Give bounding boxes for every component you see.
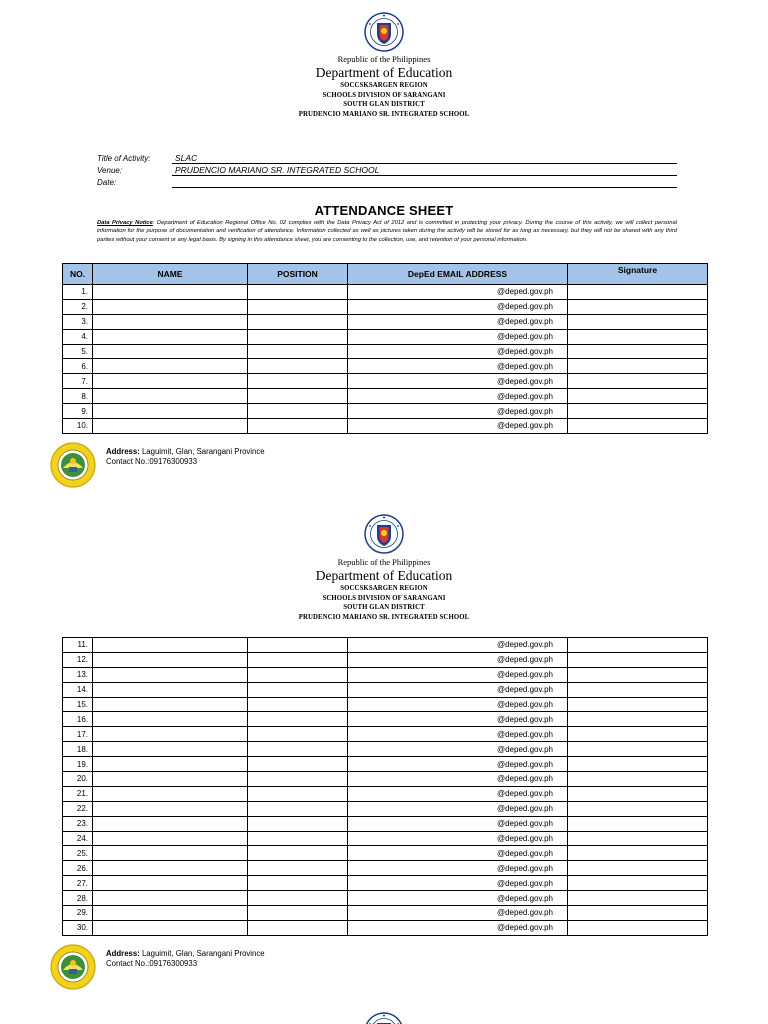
name-cell[interactable] xyxy=(93,757,248,772)
name-cell[interactable] xyxy=(93,876,248,891)
name-cell[interactable] xyxy=(93,404,248,419)
activity-info xyxy=(97,153,677,189)
table-row xyxy=(63,831,708,846)
attendance-table-page-2 xyxy=(62,637,708,936)
email-cell[interactable]: @deped.gov.ph xyxy=(348,359,568,374)
signature-cell[interactable] xyxy=(568,285,708,300)
position-cell[interactable] xyxy=(248,920,348,935)
signature-cell[interactable] xyxy=(568,389,708,404)
name-cell[interactable] xyxy=(93,891,248,906)
table-row xyxy=(63,920,708,935)
email-cell[interactable]: @deped.gov.ph xyxy=(348,757,568,772)
signature-cell[interactable] xyxy=(568,786,708,801)
row-number: 10. xyxy=(63,419,93,434)
table-row xyxy=(63,359,708,374)
table-row xyxy=(63,682,708,697)
signature-cell[interactable] xyxy=(568,846,708,861)
row-number: 16. xyxy=(63,712,93,727)
footer-contact xyxy=(106,447,265,466)
col-header-no: NO. xyxy=(63,264,93,285)
email-cell[interactable]: @deped.gov.ph xyxy=(348,920,568,935)
position-cell[interactable] xyxy=(248,906,348,921)
name-cell[interactable] xyxy=(93,801,248,816)
name-cell[interactable] xyxy=(93,906,248,921)
signature-cell[interactable] xyxy=(568,772,708,787)
letterhead xyxy=(0,557,768,622)
table-row xyxy=(63,727,708,742)
table-row xyxy=(63,906,708,921)
position-cell[interactable] xyxy=(248,757,348,772)
col-header-name: NAME xyxy=(93,264,248,285)
position-cell[interactable] xyxy=(248,389,348,404)
signature-cell[interactable] xyxy=(568,404,708,419)
signature-cell[interactable] xyxy=(568,652,708,667)
name-cell[interactable] xyxy=(93,638,248,653)
table-row xyxy=(63,374,708,389)
name-cell[interactable] xyxy=(93,727,248,742)
signature-cell[interactable] xyxy=(568,742,708,757)
email-cell[interactable]: @deped.gov.ph xyxy=(348,404,568,419)
name-cell[interactable] xyxy=(93,419,248,434)
name-cell[interactable] xyxy=(93,652,248,667)
privacy-notice xyxy=(97,219,677,244)
district-name: SOUTH GLAN DISTRICT xyxy=(343,101,425,108)
date-row xyxy=(97,177,677,189)
signature-cell[interactable] xyxy=(568,816,708,831)
email-cell[interactable]: @deped.gov.ph xyxy=(348,816,568,831)
signature-cell[interactable] xyxy=(568,667,708,682)
email-cell[interactable]: @deped.gov.ph xyxy=(348,652,568,667)
table-row xyxy=(63,667,708,682)
name-cell[interactable] xyxy=(93,861,248,876)
position-cell[interactable] xyxy=(248,419,348,434)
name-cell[interactable] xyxy=(93,846,248,861)
address-label: Address: xyxy=(106,949,140,958)
table-row xyxy=(63,861,708,876)
table-row xyxy=(63,801,708,816)
table-row xyxy=(63,742,708,757)
table-row xyxy=(63,344,708,359)
division-name: SCHOOLS DIVISION OF SARANGANI xyxy=(322,91,446,99)
name-cell[interactable] xyxy=(93,682,248,697)
position-cell[interactable] xyxy=(248,344,348,359)
position-cell[interactable] xyxy=(248,801,348,816)
row-number: 23. xyxy=(63,816,93,831)
signature-cell[interactable] xyxy=(568,329,708,344)
attendance-table-page-1 xyxy=(62,263,708,434)
table-row xyxy=(63,299,708,314)
contact-number: Contact No.:09176300933 xyxy=(106,958,198,968)
position-cell[interactable] xyxy=(248,876,348,891)
name-cell[interactable] xyxy=(93,772,248,787)
email-cell[interactable]: @deped.gov.ph xyxy=(348,876,568,891)
name-cell[interactable] xyxy=(93,299,248,314)
activity-title-row xyxy=(97,153,677,165)
position-cell[interactable] xyxy=(248,772,348,787)
email-cell[interactable]: @deped.gov.ph xyxy=(348,667,568,682)
table-header-row xyxy=(63,264,708,285)
position-cell[interactable] xyxy=(248,638,348,653)
name-cell[interactable] xyxy=(93,389,248,404)
district-name: SOUTH GLAN DISTRICT xyxy=(343,604,425,611)
name-cell[interactable] xyxy=(93,344,248,359)
signature-cell[interactable] xyxy=(568,697,708,712)
table-row xyxy=(63,389,708,404)
republic-text: Republic of the Philippines xyxy=(337,54,431,64)
table-row xyxy=(63,329,708,344)
letterhead xyxy=(0,54,768,119)
table-row xyxy=(63,712,708,727)
name-cell[interactable] xyxy=(93,920,248,935)
email-cell[interactable]: @deped.gov.ph xyxy=(348,786,568,801)
signature-cell[interactable] xyxy=(568,727,708,742)
email-cell[interactable]: @deped.gov.ph xyxy=(348,742,568,757)
row-number: 19. xyxy=(63,757,93,772)
school-logo-icon xyxy=(50,944,96,990)
row-number: 24. xyxy=(63,831,93,846)
venue-row xyxy=(97,165,677,177)
position-cell[interactable] xyxy=(248,374,348,389)
row-number: 21. xyxy=(63,786,93,801)
privacy-notice-label: Data Privacy Notice xyxy=(97,220,153,226)
name-cell[interactable] xyxy=(93,314,248,329)
row-number: 22. xyxy=(63,801,93,816)
row-number: 28. xyxy=(63,891,93,906)
row-number: 6. xyxy=(63,359,93,374)
email-cell[interactable]: @deped.gov.ph xyxy=(348,374,568,389)
table-row xyxy=(63,846,708,861)
footer-page-2 xyxy=(50,944,370,990)
position-cell[interactable] xyxy=(248,846,348,861)
address-line xyxy=(106,447,265,457)
address-line xyxy=(106,949,265,959)
email-cell[interactable]: @deped.gov.ph xyxy=(348,831,568,846)
name-cell[interactable] xyxy=(93,285,248,300)
table-row xyxy=(63,697,708,712)
email-cell[interactable]: @deped.gov.ph xyxy=(348,727,568,742)
email-cell[interactable]: @deped.gov.ph xyxy=(348,285,568,300)
table-row xyxy=(63,638,708,653)
name-cell[interactable] xyxy=(93,712,248,727)
position-cell[interactable] xyxy=(248,786,348,801)
table-row xyxy=(63,757,708,772)
signature-cell[interactable] xyxy=(568,876,708,891)
school-logo-icon xyxy=(50,442,96,488)
signature-cell[interactable] xyxy=(568,344,708,359)
signature-cell[interactable] xyxy=(568,757,708,772)
signature-cell[interactable] xyxy=(568,682,708,697)
row-number: 17. xyxy=(63,727,93,742)
table-row xyxy=(63,772,708,787)
email-cell[interactable]: @deped.gov.ph xyxy=(348,682,568,697)
table-row xyxy=(63,786,708,801)
signature-cell[interactable] xyxy=(568,314,708,329)
name-cell[interactable] xyxy=(93,831,248,846)
footer-contact xyxy=(106,949,265,968)
position-cell[interactable] xyxy=(248,727,348,742)
deped-seal-icon xyxy=(364,514,404,554)
row-number: 5. xyxy=(63,344,93,359)
position-cell[interactable] xyxy=(248,831,348,846)
email-cell[interactable]: @deped.gov.ph xyxy=(348,389,568,404)
name-cell[interactable] xyxy=(93,374,248,389)
col-header-signature: Signature xyxy=(568,264,708,285)
signature-cell[interactable] xyxy=(568,712,708,727)
position-cell[interactable] xyxy=(248,404,348,419)
signature-cell[interactable] xyxy=(568,891,708,906)
region-name: SOCCSKSARGEN REGION xyxy=(340,82,428,89)
position-cell[interactable] xyxy=(248,329,348,344)
privacy-notice-text: : Department of Education Regional Office No. 02 complies with the Data Privacy Act of 2012 and is committed in protecting your privacy. During the course of this activity, we will collect personal information for the purpose of documentation and verification of attendance. Information collected as well as pictures taken during the activity will be stored for as long as necessary, but they will not be shared with any third parties without your consent or any legal basis. By signing in this attendance sheet, you are consenting to the collection, use, and retention of your personal information. xyxy=(97,220,677,243)
school-name: PRUDENCIO MARIANO SR. INTEGRATED SCHOOL xyxy=(298,613,470,621)
row-number: 12. xyxy=(63,652,93,667)
school-name: PRUDENCIO MARIANO SR. INTEGRATED SCHOOL xyxy=(298,110,470,118)
signature-cell[interactable] xyxy=(568,831,708,846)
venue-field[interactable]: PRUDENCIO MARIANO SR. INTEGRATED SCHOOL xyxy=(172,165,677,176)
email-cell[interactable]: @deped.gov.ph xyxy=(348,697,568,712)
attendance-sheet-title: ATTENDANCE SHEET xyxy=(314,203,454,218)
row-number: 8. xyxy=(63,389,93,404)
row-number: 18. xyxy=(63,742,93,757)
date-label: Date: xyxy=(97,178,117,187)
row-number: 13. xyxy=(63,667,93,682)
position-cell[interactable] xyxy=(248,891,348,906)
signature-cell[interactable] xyxy=(568,419,708,434)
email-cell[interactable]: @deped.gov.ph xyxy=(348,906,568,921)
table-row xyxy=(63,876,708,891)
name-cell[interactable] xyxy=(93,816,248,831)
email-cell[interactable]: @deped.gov.ph xyxy=(348,314,568,329)
signature-cell[interactable] xyxy=(568,359,708,374)
deped-seal-icon xyxy=(364,1012,404,1024)
address-value: Laguimit, Glan, Sarangani Province xyxy=(139,447,265,456)
email-cell[interactable]: @deped.gov.ph xyxy=(348,846,568,861)
signature-cell[interactable] xyxy=(568,801,708,816)
col-header-email: DepEd EMAIL ADDRESS xyxy=(348,264,568,285)
region-name: SOCCSKSARGEN REGION xyxy=(340,585,428,592)
email-cell[interactable]: @deped.gov.ph xyxy=(348,861,568,876)
position-cell[interactable] xyxy=(248,652,348,667)
email-cell[interactable]: @deped.gov.ph xyxy=(348,419,568,434)
row-number: 14. xyxy=(63,682,93,697)
row-number: 2. xyxy=(63,299,93,314)
row-number: 29. xyxy=(63,906,93,921)
email-cell[interactable]: @deped.gov.ph xyxy=(348,772,568,787)
signature-cell[interactable] xyxy=(568,638,708,653)
row-number: 3. xyxy=(63,314,93,329)
row-number: 9. xyxy=(63,404,93,419)
table-row xyxy=(63,285,708,300)
table-row xyxy=(63,652,708,667)
table-body-page-1 xyxy=(63,285,708,434)
position-cell[interactable] xyxy=(248,314,348,329)
activity-title-label: Title of Activity: xyxy=(97,154,151,163)
col-header-position: POSITION xyxy=(248,264,348,285)
table-row xyxy=(63,314,708,329)
date-field[interactable] xyxy=(172,177,677,188)
deped-seal-icon xyxy=(364,12,404,52)
contact-number: Contact No.:09176300933 xyxy=(106,456,198,466)
row-number: 1. xyxy=(63,285,93,300)
table-row xyxy=(63,404,708,419)
email-cell[interactable]: @deped.gov.ph xyxy=(348,712,568,727)
signature-cell[interactable] xyxy=(568,906,708,921)
email-cell[interactable]: @deped.gov.ph xyxy=(348,299,568,314)
position-cell[interactable] xyxy=(248,712,348,727)
signature-cell[interactable] xyxy=(568,374,708,389)
name-cell[interactable] xyxy=(93,667,248,682)
republic-text: Republic of the Philippines xyxy=(337,557,431,567)
row-number: 15. xyxy=(63,697,93,712)
row-number: 7. xyxy=(63,374,93,389)
department-name: Department of Education xyxy=(315,65,453,80)
row-number: 25. xyxy=(63,846,93,861)
division-name: SCHOOLS DIVISION OF SARANGANI xyxy=(322,594,446,602)
row-number: 26. xyxy=(63,861,93,876)
footer-page-1 xyxy=(50,442,370,488)
position-cell[interactable] xyxy=(248,667,348,682)
name-cell[interactable] xyxy=(93,742,248,757)
row-number: 30. xyxy=(63,920,93,935)
position-cell[interactable] xyxy=(248,861,348,876)
name-cell[interactable] xyxy=(93,786,248,801)
position-cell[interactable] xyxy=(248,285,348,300)
row-number: 11. xyxy=(63,638,93,653)
venue-label: Venue: xyxy=(97,166,123,175)
row-number: 4. xyxy=(63,329,93,344)
position-cell[interactable] xyxy=(248,816,348,831)
table-row xyxy=(63,816,708,831)
row-number: 20. xyxy=(63,772,93,787)
email-cell[interactable]: @deped.gov.ph xyxy=(348,801,568,816)
position-cell[interactable] xyxy=(248,697,348,712)
signature-cell[interactable] xyxy=(568,920,708,935)
activity-title-field[interactable]: SLAC xyxy=(172,153,677,164)
email-cell[interactable]: @deped.gov.ph xyxy=(348,344,568,359)
table-body-page-2 xyxy=(63,638,708,936)
position-cell[interactable] xyxy=(248,299,348,314)
email-cell[interactable]: @deped.gov.ph xyxy=(348,891,568,906)
signature-cell[interactable] xyxy=(568,861,708,876)
position-cell[interactable] xyxy=(248,682,348,697)
table-row xyxy=(63,891,708,906)
signature-cell[interactable] xyxy=(568,299,708,314)
row-number: 27. xyxy=(63,876,93,891)
name-cell[interactable] xyxy=(93,329,248,344)
table-row xyxy=(63,419,708,434)
department-name: Department of Education xyxy=(315,568,453,583)
email-cell[interactable]: @deped.gov.ph xyxy=(348,638,568,653)
position-cell[interactable] xyxy=(248,359,348,374)
address-label: Address: xyxy=(106,447,140,456)
name-cell[interactable] xyxy=(93,359,248,374)
email-cell[interactable]: @deped.gov.ph xyxy=(348,329,568,344)
address-value: Laguimit, Glan, Sarangani Province xyxy=(139,949,265,958)
position-cell[interactable] xyxy=(248,742,348,757)
name-cell[interactable] xyxy=(93,697,248,712)
